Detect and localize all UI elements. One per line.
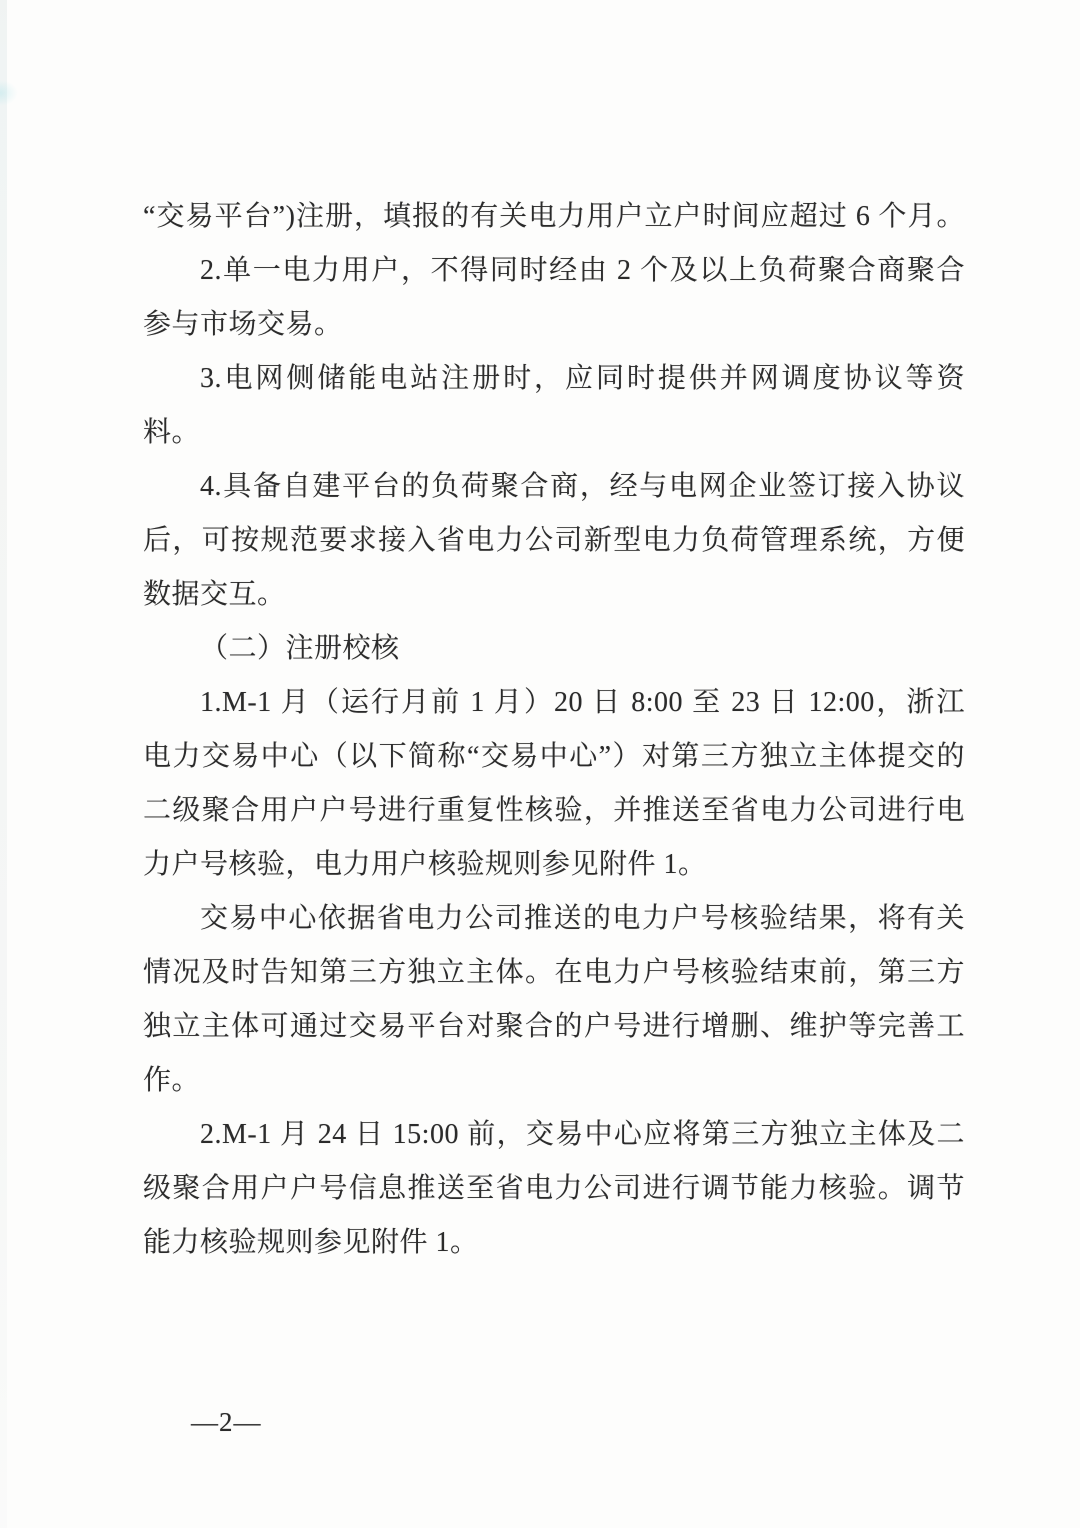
document-line: 1.M-1 月（运行月前 1 月）20 日 8:00 至 23 日 12:00，浙江: [200, 687, 965, 718]
document-line: 2.单一电力用户，不得同时经由 2 个及以上负荷聚合商聚合: [200, 255, 965, 286]
scan-edge-artifact: [0, 0, 7, 1528]
section-heading: （二）注册校核: [200, 633, 400, 664]
document-line: 2.M-1 月 24 日 15:00 前，交易中心应将第三方独立主体及二: [200, 1119, 965, 1150]
document-line: 交易中心依据省电力公司推送的电力户号核验结果，将有关: [200, 903, 965, 934]
document-line: 后，可按规范要求接入省电力公司新型电力负荷管理系统，方便: [143, 525, 965, 556]
document-line: 二级聚合用户户号进行重复性核验，并推送至省电力公司进行电: [143, 795, 965, 826]
document-line: 作。: [143, 1065, 201, 1096]
document-line: 数据交互。: [143, 579, 286, 610]
document-line: 料。: [143, 417, 201, 448]
scan-smudge-artifact: [0, 80, 18, 106]
document-line: “交易平台”)注册，填报的有关电力用户立户时间应超过 6 个月。: [143, 201, 965, 232]
body-text: [143, 190, 965, 1270]
document-line: 4.具备自建平台的负荷聚合商，经与电网企业签订接入协议: [200, 471, 965, 502]
document-line: 力户号核验，电力用户核验规则参见附件 1。: [143, 849, 707, 880]
document-line: 情况及时告知第三方独立主体。在电力户号核验结束前，第三方: [143, 957, 965, 988]
page-number: —2—: [191, 1407, 262, 1437]
document-line: 3.电网侧储能电站注册时，应同时提供并网调度协议等资: [200, 363, 965, 394]
document-line: 级聚合用户户号信息推送至省电力公司进行调节能力核验。调节: [143, 1173, 965, 1204]
document-line: 独立主体可通过交易平台对聚合的户号进行增删、维护等完善工: [143, 1011, 965, 1042]
document-line: 能力核验规则参见附件 1。: [143, 1227, 479, 1258]
document-line: 参与市场交易。: [143, 309, 343, 340]
document-line: 电力交易中心（以下简称“交易中心”）对第三方独立主体提交的: [143, 741, 965, 772]
